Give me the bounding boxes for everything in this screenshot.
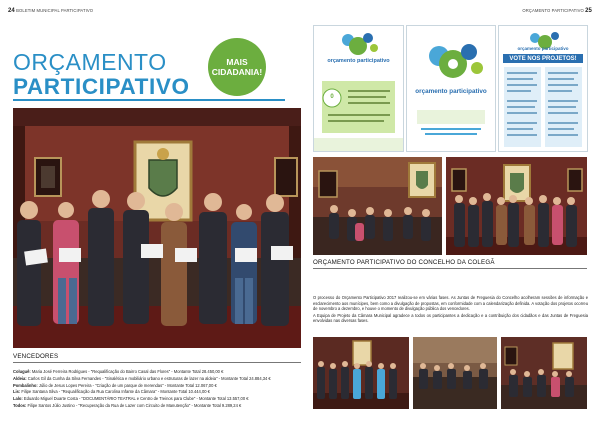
page-title-line2: PARTICIPATIVO <box>13 74 190 99</box>
winner-detail: Maria José Ferreira Rodrigues - "Requalificação do Bairro Casal das Flores" - Montante Total 28.450,00 € <box>30 369 224 374</box>
badge-line2: CIDADANIA! <box>211 67 263 77</box>
poster-announcement <box>313 25 404 152</box>
winner-parish: Pombalinho: <box>13 382 38 388</box>
right-page-number: 25 <box>585 8 592 14</box>
winners-section-rule <box>13 362 301 363</box>
poster3-title: orçamento participativo <box>517 46 569 51</box>
session-photo-group <box>446 157 587 255</box>
body-paragraph: A Equipa de Projeto da Câmara Municipal agradece a todos os participantes a dedicação e a contribuição dos cidadãos e das Juntas de Freguesia envolvidas nas diversas fases. <box>313 312 588 324</box>
winner-entry <box>13 369 303 376</box>
poster-proposals <box>406 25 496 152</box>
page-title-line1: ORÇAMENTO <box>13 49 167 75</box>
poster-vote <box>498 25 588 152</box>
winner-entry <box>13 376 303 383</box>
winner-entry <box>13 396 303 403</box>
left-page-number: 24 <box>8 8 15 14</box>
winner-entry <box>13 389 303 396</box>
winner-detail: Carlos Gil da Cunha da Silva Fernandes - "Sinalética e mobiliário urbano e estruturas de lazer na aldeia" - Montante Total 24.884,34 € <box>26 375 271 381</box>
poster3-subtitle: VOTE NOS PROJETOS! <box>509 56 577 62</box>
badge-line1: MAIS <box>226 57 248 67</box>
parish-photo-3 <box>501 337 587 409</box>
winners-section-title: VENCEDORES <box>13 353 59 360</box>
poster1-badge: 0 <box>330 94 334 100</box>
right-page-header <box>522 8 592 14</box>
citizenship-badge <box>208 38 266 96</box>
winner-parish: Lalo: <box>13 396 23 402</box>
right-section-rule <box>313 268 587 269</box>
winner-parish: Todos: <box>13 402 27 408</box>
body-paragraph: O processo do Orçamento Participativo 2017 realizou-se em várias fases. As Juntas de Freguesia do Concelho acolheram sessões de informação e esclarecimento aos munícipes, bem como a divulgação de propostas, em conformidade com a calendarização definida. A votação dos projetos ocorreu de novembro a dezembro, e houve o momento de divulgação pública dos vencedores. <box>313 295 588 312</box>
poster1-title: orçamento participativo <box>327 58 390 64</box>
winner-detail: Filipe Santos Júlio Justino - "Recuperação da Rua de Lazer com Circuito de Manutenção" - Montante Total 9.289,24 € <box>26 402 242 408</box>
winner-detail: Filipe Santana Silva - "Requalificação da Rua Carolina Infante da Câmara" - Montante Total 10.444,00 € <box>20 389 210 395</box>
title-rule <box>13 99 285 101</box>
winner-detail: Eduardo Miguel Duarte Costa - "DOCUMENTÁRIO TEATRAL e Centro de Treinos para Clube" - Montante Total 13.557,00 € <box>22 396 249 402</box>
right-running-title: ORÇAMENTO PARTICIPATIVO <box>522 8 584 13</box>
winner-detail: Júlio de Jesus Lopes Pereira - "Criação de um parque de merendas" - Montante Total 12.067,00 € <box>37 382 217 388</box>
winners-group-photo <box>13 108 301 348</box>
left-running-title: BOLETIM MUNICIPAL PARTICIPATIVO <box>16 8 94 13</box>
parish-photo-1 <box>313 337 409 409</box>
left-page-header <box>8 8 93 14</box>
winner-entry <box>13 383 303 390</box>
session-photo-audience <box>313 157 442 255</box>
article-body <box>313 295 588 325</box>
winners-list <box>13 369 303 410</box>
parish-photo-2 <box>413 337 497 409</box>
winner-parish: Coluguê: <box>13 369 31 374</box>
right-section-title: ORÇAMENTO PARTICIPATIVO DO CONCELHO DA COLEGÃ <box>313 259 495 266</box>
poster2-title: orçamento participativo <box>415 88 487 95</box>
winner-parish: Aldeia: <box>13 375 27 381</box>
winner-entry <box>13 403 303 410</box>
winner-parish: Lis: <box>13 389 21 395</box>
